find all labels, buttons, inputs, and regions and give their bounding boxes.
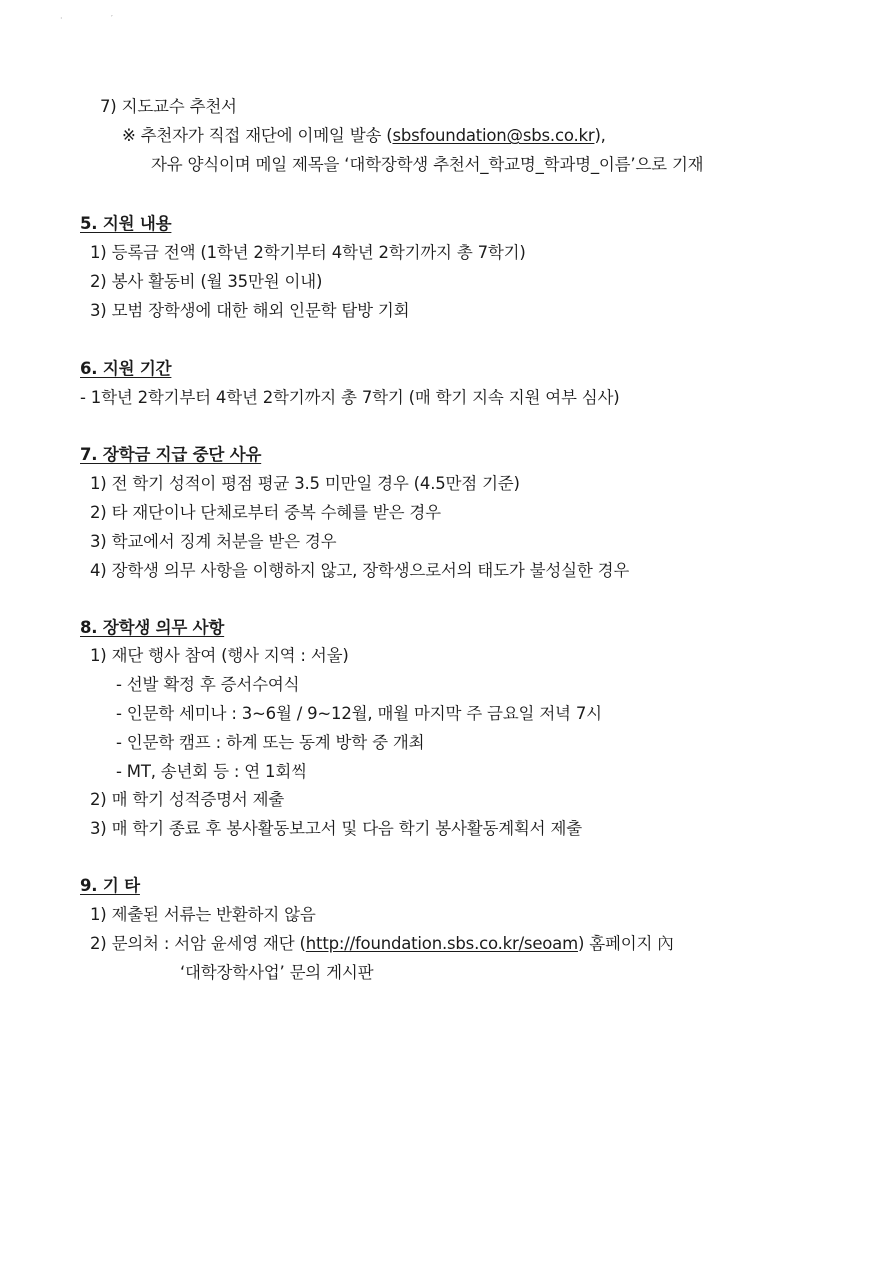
scan-speck: · — [60, 14, 63, 23]
list-item: 1) 등록금 전액 (1학년 2학기부터 4학년 2학기까지 총 7학기) — [90, 243, 526, 262]
list-item: 2) 문의처 : 서암 윤세영 재단 (http://foundation.sbs.co.kr/seoam) 홈페이지 內 — [90, 934, 674, 953]
list-item: 2) 매 학기 성적증명서 제출 — [90, 790, 285, 809]
list-item: 7) 지도교수 추천서 — [100, 97, 237, 116]
list-item: 1) 제출된 서류는 반환하지 않음 — [90, 905, 316, 924]
sub-list-item: - MT, 송년회 등 : 연 1회씩 — [116, 762, 307, 781]
section-heading: 8. 장학생 의무 사항 — [80, 618, 225, 637]
note-line: ※ 추천자가 직접 재단에 이메일 발송 (sbsfoundation@sbs.co.kr), — [122, 126, 606, 145]
list-item: 1) 재단 행사 참여 (행사 지역 : 서울) — [90, 646, 349, 665]
sub-list-item: - 인문학 캠프 : 하계 또는 동계 방학 중 개최 — [116, 733, 425, 752]
section-heading: 5. 지원 내용 — [80, 214, 172, 233]
section-heading: 6. 지원 기간 — [80, 359, 172, 378]
email-link[interactable]: sbsfoundation@sbs.co.kr — [392, 126, 595, 145]
note-line: 자유 양식이며 메일 제목을 ‘대학장학생 추천서_학교명_학과명_이름’으로 기재 — [151, 155, 704, 174]
sub-list-item: - 선발 확정 후 증서수여식 — [116, 675, 300, 694]
section-heading: 7. 장학금 지급 중단 사유 — [80, 445, 262, 464]
list-item: 2) 타 재단이나 단체로부터 중복 수혜를 받은 경우 — [90, 503, 441, 522]
list-item: - 1학년 2학기부터 4학년 2학기까지 총 7학기 (매 학기 지속 지원 여부 심사) — [80, 388, 620, 407]
list-item: 4) 장학생 의무 사항을 이행하지 않고, 장학생으로서의 태도가 불성실한 경우 — [90, 561, 630, 580]
list-item: 3) 학교에서 징계 처분을 받은 경우 — [90, 532, 337, 551]
list-item-continuation: ‘대학장학사업’ 문의 게시판 — [180, 963, 374, 982]
section-heading: 9. 기 타 — [80, 876, 140, 895]
list-item: 2) 봉사 활동비 (월 35만원 이내) — [90, 272, 323, 291]
homepage-link[interactable]: http://foundation.sbs.co.kr/seoam — [305, 934, 578, 953]
list-item: 3) 매 학기 종료 후 봉사활동보고서 및 다음 학기 봉사활동계획서 제출 — [90, 819, 582, 838]
scan-speck: ′ — [111, 14, 113, 23]
sub-list-item: - 인문학 세미나 : 3~6월 / 9~12월, 매월 마지막 주 금요일 저녁 7시 — [116, 704, 602, 723]
list-item: 1) 전 학기 성적이 평점 평균 3.5 미만일 경우 (4.5만점 기준) — [90, 474, 520, 493]
list-item: 3) 모범 장학생에 대한 해외 인문학 탐방 기회 — [90, 301, 410, 320]
